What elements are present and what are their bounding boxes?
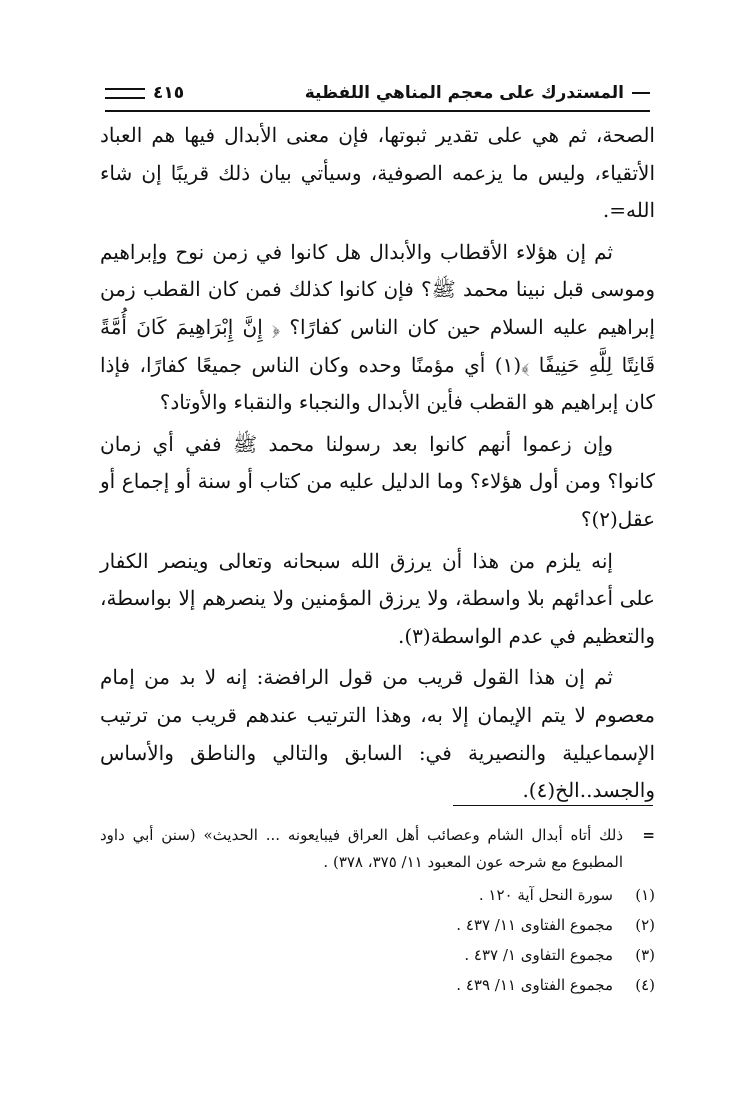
paragraph: ثم إن هؤلاء الأقطاب والأبدال هل كانوا في زمن نوح وإبراهيم وموسى قبل نبينا محمد ﷺ؟ فإن كانوا كذلك فمن كان القطب زمن إبراهيم عليه السلام حين كان الناس كفارًا؟ ﴿ إِنَّ إِبْرَاهِيمَ كَانَ أُمَّةً قَانِتًا لِلَّهِ حَنِيفًا ﴾(١) أي مؤمنًا وحده وكان الناس جميعًا كفارًا، فإذا كان إبراهيم هو القطب فأين الأبدال والنجباء والنقباء والأوتاد؟ <box>100 239 655 415</box>
header-rule <box>105 110 650 112</box>
footnote-number: (٢) <box>635 916 655 934</box>
paragraph: وإن زعموا أنهم كانوا بعد رسولنا محمد ﷺ ففي أي زمان كانوا؟ ومن أول هؤلاء؟ وما الدليل عليه من كتاب أو سنة أو إجماع أو عقل(٢)؟ <box>100 431 655 531</box>
footnote-item <box>100 880 655 910</box>
footnote-separator <box>453 805 653 806</box>
footnote-number: (٤) <box>635 976 655 994</box>
footnote-number: (٣) <box>635 946 655 964</box>
main-text <box>100 117 655 810</box>
footnote-text: ذلك أتاه أبدال الشام وعصائب أهل العراق فيبايعونه ... الحديث» (سنن أبي داود المطبوع مع شرحه عون المعبود ١١/ ٣٧٥، ٣٧٨) . <box>100 826 623 871</box>
footnote-item <box>100 940 655 970</box>
header-dash-ornament <box>632 92 650 94</box>
book-title: المستدرك على معجم المناهي اللفظية <box>304 83 624 103</box>
paragraph: إنه يلزم من هذا أن يرزق الله سبحانه وتعالى وينصر الكفار على أعدائهم بلا واسطة، ولا يرزق المؤمنين ولا ينصرهم إلا بواسطة، والتعظيم في عدم الواسطة(٣). <box>100 548 655 648</box>
paragraph: الصحة، ثم هي على تقدير ثبوتها، فإن معنى الأبدال فيها هم العباد الأتقياء، وليس ما يزعمه الصوفية، وسيأتي بيان ذلك قريبًا إن شاء الله=. <box>100 123 655 223</box>
footnote-text: مجموع التفاوى ١/ ٤٣٧ . <box>464 946 613 964</box>
footnote-item <box>100 910 655 940</box>
header-title-group <box>305 78 650 108</box>
footnote-text: سورة النحل آية ١٢٠ . <box>478 886 613 904</box>
footnote-text: مجموع الفتاوى ١١/ ٤٣٧ . <box>456 916 613 934</box>
paragraph: ثم إن هذا القول قريب من قول الرافضة: إنه لا بد من إمام معصوم لا يتم الإيمان إلا به، وهذا الترتيب عندهم قريب من ترتيب الإسماعيلية والنصيرية في: السابق والتالي والناطق والأساس والجسد..الخ(٤). <box>100 665 655 803</box>
footnote-number: (١) <box>635 886 655 904</box>
header-page-group <box>105 78 184 108</box>
page-number-ornament <box>105 88 145 99</box>
page-number: ٤١٥ <box>153 83 185 103</box>
footnote-continuation <box>100 822 655 876</box>
footnotes <box>100 822 655 1000</box>
footnote-text: مجموع الفتاوى ١١/ ٤٣٩ . <box>456 976 613 994</box>
running-header <box>105 78 650 108</box>
continuation-mark: = <box>642 826 655 844</box>
footnote-item <box>100 970 655 1000</box>
